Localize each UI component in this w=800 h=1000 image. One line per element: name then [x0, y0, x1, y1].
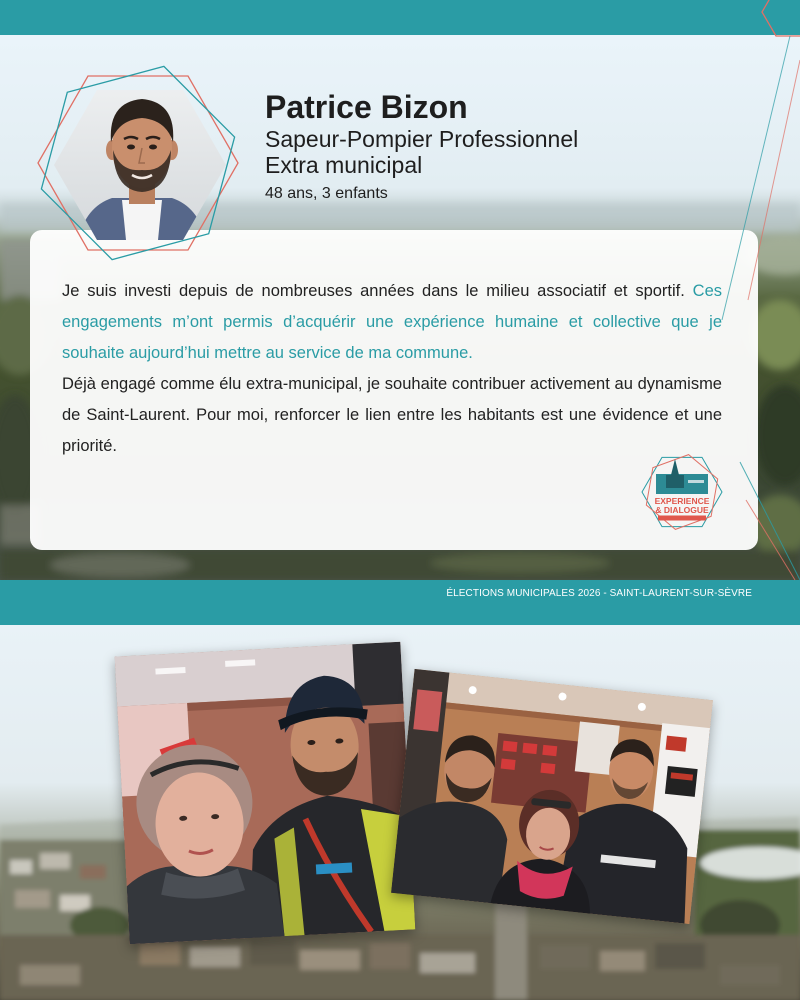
portrait-shirt — [122, 200, 162, 250]
logo-line-2: & DIALOGUE — [655, 505, 709, 515]
candidate-family: 48 ans, 3 enfants — [265, 185, 388, 202]
candidate-status: Extra municipal — [265, 152, 423, 178]
bio-highlight: Ces engagements m’ont permis d’acquérir une expérience humaine et collective que je souhaite aujourd’hui mettre au service de ma commune. — [62, 282, 722, 362]
bio-intro: Je suis investi depuis de nombreuses années dans le milieu associatif et sportif. — [62, 282, 685, 300]
portrait-photo — [40, 80, 240, 250]
selfie-photo — [115, 642, 416, 945]
candidate-identity — [265, 88, 578, 204]
portrait-badge — [0, 0, 260, 280]
bio-paragraph-1 — [62, 276, 722, 369]
candidate-name: Patrice Bizon — [265, 89, 468, 125]
group-photo — [391, 669, 713, 924]
election-banner-label: ÉLECTIONS MUNICIPALES 2026 - SAINT-LAURENT-SUR-SÈVRE — [446, 588, 752, 599]
candidate-profession: Sapeur-Pompier Professionnel — [265, 126, 579, 152]
logo-red-bar — [658, 516, 706, 521]
bio-text — [62, 276, 722, 462]
logo-line-1: EXPERIENCE — [654, 496, 710, 506]
bio-paragraph-2: Déjà engagé comme élu extra-municipal, je souhaite contribuer activement au dynamisme de Saint-Laurent. Pour moi, renforcer le lien entre les habitants est une évidence et une priorité. — [62, 375, 722, 455]
group-photo-image — [391, 669, 713, 924]
election-banner — [0, 580, 800, 625]
selfie-photo-image — [115, 642, 416, 945]
experience-dialogue-logo — [638, 448, 726, 536]
